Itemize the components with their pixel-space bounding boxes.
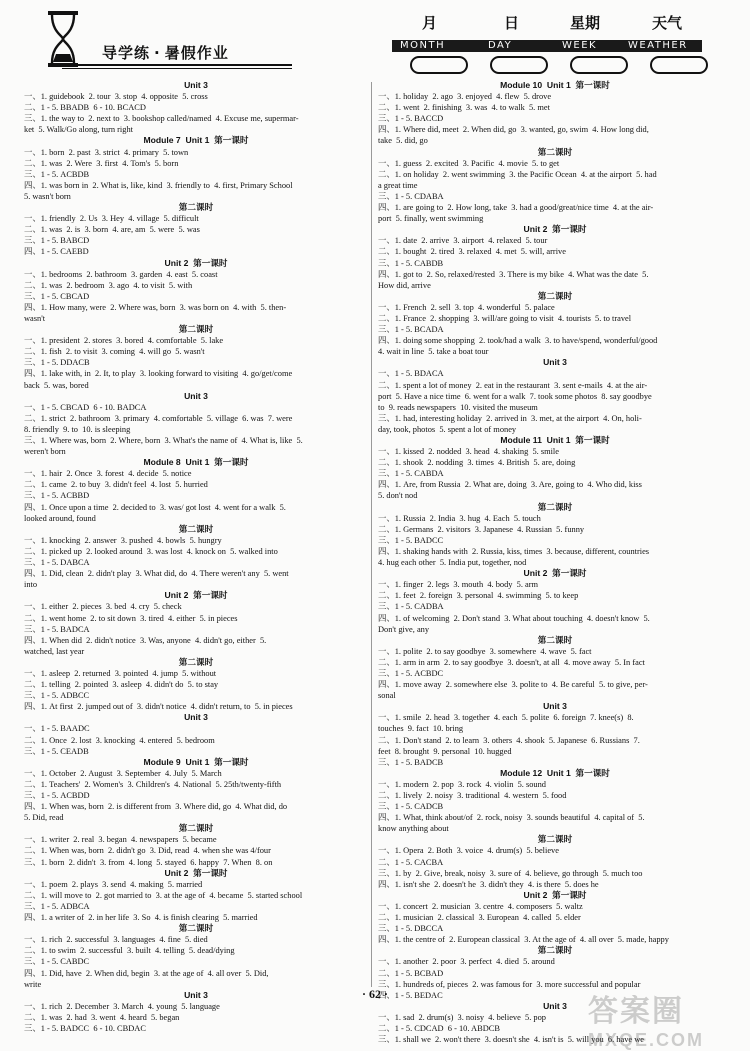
label-month-en: MONTH <box>400 40 446 51</box>
answer-line: 三、1. shall we 2. won't there 3. doesn't she 4. isn't is 5. will you 6. have we <box>378 1035 644 1045</box>
section-heading: 第二课时 <box>178 202 214 213</box>
section-heading: Unit 2 第一课时 <box>523 568 587 579</box>
answer-line: 三、1 - 5. CADBA <box>378 602 444 612</box>
page-number: · 62 · <box>361 987 388 1001</box>
answer-line: 三、1. had, interesting holiday 2. arrived in 3. met, at the airport 4. On, holi- <box>378 413 642 423</box>
answer-line: 二、1 - 5. BBADB 6 - 10. BCACD <box>24 103 146 113</box>
answer-line: 三、1 - 5. ACBDD <box>24 791 90 800</box>
answer-line: 四、1. are going to 2. How long, take 3. had a good/great/nice time 4. at the air- <box>378 203 654 213</box>
answer-line: 一、1. friendly 2. Us 3. Hey 4. village 5. difficult <box>24 214 199 224</box>
answer-line: 三、1. the way to 2. next to 3. bookshop called/named 4. Excuse me, supermar- <box>24 114 299 124</box>
weather-box <box>650 56 708 74</box>
answer-line: 一、1. October 2. August 3. September 4. July 5. March <box>24 768 222 778</box>
section-heading: Module 10 Unit 1 第一课时 <box>500 80 610 90</box>
answer-line: 三、1 - 5. ACBDB <box>24 169 90 179</box>
answer-line: 一、1. French 2. sell 3. top 4. wonderful 5. palace <box>378 302 555 312</box>
answer-line: 一、1. president 2. stores 3. bored 4. comfortable 5. lake <box>24 336 224 346</box>
section-heading: 第二课时 <box>537 501 573 512</box>
answer-line: 四、1. When did 2. didn't notice 3. Was, anyone 4. didn't go, either 5. <box>24 635 267 645</box>
section-heading: Module 9 Unit 1 第一课时 <box>143 756 249 767</box>
answer-line: 8. friendly 9. to 10. is sleeping <box>24 424 131 434</box>
answer-line: 一、1. hair 2. Once 3. forest 4. decide 5. notice <box>24 469 192 479</box>
answer-line: 一、1. rich 2. December 3. March 4. young 5. language <box>24 1001 220 1011</box>
brand-underline-thin <box>62 68 292 69</box>
answer-line: 四、1. got to 2. So, relaxed/rested 3. There is my bike 4. What was the date 5. <box>378 269 649 279</box>
label-week-en: WEEK <box>562 40 598 51</box>
date-bar <box>392 40 702 52</box>
label-weather-en: WEATHER <box>628 40 688 51</box>
answer-line: wasn't <box>24 313 46 323</box>
answer-line: 四、1. What, think about/of 2. rock, noisy 3. sounds beautiful 4. capital of 5. <box>378 813 645 823</box>
section-heading: Unit 2 第一课时 <box>523 889 587 900</box>
label-day-en: DAY <box>488 40 513 51</box>
answer-line: 二、1. on holiday 2. went swimming 3. the Pacific Ocean 4. at the airport 5. had <box>378 169 657 179</box>
section-heading: Unit 2 第一课时 <box>164 257 228 268</box>
section-heading: Unit 3 <box>184 390 208 401</box>
answer-line: 三、1 - 5. ADBCA <box>24 901 90 911</box>
answer-line: 二、1. came 2. to buy 3. didn't feel 4. lost 5. hurried <box>24 480 208 490</box>
answers-right-column <box>378 80 732 1045</box>
answer-line: 四、1. Are, from Russia 2. What are, doing 3. Are, going to 4. Who did, kiss <box>378 480 642 490</box>
brand-subtitle: 暑假作业 <box>164 44 229 62</box>
section-heading: Unit 3 <box>184 712 208 723</box>
answer-line: 二、1. was 2. bedroom 3. ago 4. to visit 5. with <box>24 280 193 290</box>
answer-line: 5. wasn't born <box>24 191 71 201</box>
section-heading: 第二课时 <box>178 656 214 667</box>
answer-line: 三、1 - 5. CDABA <box>378 191 444 201</box>
answer-line: 四、1. At first 2. jumped out of 3. didn't notice 4. didn't return, to 5. in pieces <box>24 702 293 712</box>
section-heading: Unit 3 <box>184 989 208 1000</box>
section-heading: Unit 2 第一课时 <box>164 590 228 601</box>
answer-line: 一、1. smile 2. head 3. together 4. each 5. polite 6. foreign 7. knee(s) 8. <box>378 713 634 723</box>
day-box <box>490 56 548 74</box>
answer-line: port 5. Have a nice time 6. went for a walk 7. took some photos 8. say goodbye <box>378 391 652 401</box>
answer-line: 三、1 - 5. CBCAD <box>24 291 90 301</box>
answer-line: 二、1. When was, born 2. didn't go 3. Did, read 4. when she was 4/four <box>24 846 271 856</box>
answer-line: 一、1 - 5. BAADC <box>24 724 90 734</box>
answer-line: 四、1. a writer of 2. in her life 3. So 4. is finish clearing 5. married <box>24 913 258 923</box>
answer-line: 三、1 - 5. BADCC <box>378 535 444 545</box>
answer-line: 三、1 - 5. DDACB <box>24 358 90 368</box>
answer-line: 二、1. lively 2. noisy 3. traditional 4. western 5. food <box>378 791 567 800</box>
answer-line: 一、1. writer 2. real 3. began 4. newspapers 5. became <box>24 835 217 845</box>
answer-line: 二、1 - 5. CACBA <box>378 857 444 867</box>
section-heading: 第二课时 <box>178 923 214 934</box>
answer-line: 一、1. kissed 2. nodded 3. head 4. shaking 5. smile <box>378 447 559 457</box>
answer-line: 一、1. Opera 2. Both 3. voice 4. drum(s) 5. believe <box>378 846 559 856</box>
answer-line: 5. don't nod <box>378 491 418 501</box>
answer-line: 5. Did, read <box>24 813 64 823</box>
answer-line: 三、1 - 5. DABCA <box>24 558 90 568</box>
answer-line: 三、1 - 5. CABDC <box>24 957 90 967</box>
watermark-logo <box>588 986 738 1050</box>
answer-line: 一、1. date 2. arrive 3. airport 4. relaxed 5. tour <box>378 236 548 246</box>
date-labels <box>392 12 722 32</box>
answer-line: 三、1 - 5. BCADA <box>378 325 444 335</box>
answer-line: 二、1. spent a lot of money 2. eat in the restaurant 3. sent e-mails 4. at the air- <box>378 380 648 390</box>
answers-left-column <box>24 80 368 1034</box>
answer-line: 四、1. Did, have 2. When did, begin 3. at the age of 4. all over 5. Did, <box>24 968 269 978</box>
answer-line: 三、1 - 5. CABDA <box>378 469 444 479</box>
answer-line: 二、1. to swim 2. successful 3. built 4. telling 5. dead/dying <box>24 946 235 956</box>
answer-line: 一、1. guess 2. excited 3. Pacific 4. movie 5. to get <box>378 158 560 168</box>
answer-line: 二、1. fish 2. to visit 3. coming 4. will go 5. wasn't <box>24 347 205 357</box>
answer-line: 四、1. Where did, meet 2. When did, go 3. wanted, go, swim 4. How long did, <box>378 125 649 135</box>
answer-line: 一、1. another 2. poor 3. perfect 4. died 5. around <box>378 957 555 967</box>
answer-line: 二、1 - 5. CDCAD 6 - 10. ABDCB <box>378 1023 500 1033</box>
section-heading: 第二课时 <box>537 146 573 157</box>
section-heading: Unit 2 第一课时 <box>164 867 228 878</box>
answer-line: watched, last year <box>24 646 85 656</box>
answer-line: 四、1. move away 2. somewhere else 3. polite to 4. Be careful 5. to give, per- <box>378 680 648 690</box>
month-box <box>410 56 468 74</box>
answer-line: 四、1 - 5. CAEBD <box>24 247 89 257</box>
section-heading: 第二课时 <box>537 834 573 845</box>
brand-name: 导学练 <box>102 44 151 62</box>
answer-line: ket 5. Walk/Go along, turn right <box>24 125 133 135</box>
answer-line: 一、1. modern 2. pop 3. rock 4. violin 5. sound <box>378 779 546 789</box>
brand-dot: · <box>154 44 161 62</box>
answer-line: 一、1. either 2. pieces 3. bed 4. cry 5. check <box>24 602 182 612</box>
answer-line: 一、1. finger 2. legs 3. mouth 4. body 5. arm <box>378 580 539 590</box>
answer-line: 三、1 - 5. CADCB <box>378 802 444 812</box>
answer-line: 二、1. Once 2. lost 3. knocking 4. entered 5. bedroom <box>24 735 215 745</box>
answer-line: 二、1. Germans 2. visitors 3. Japanese 4. Russian 5. funny <box>378 524 585 534</box>
answer-line: 三、1 - 5. CEADB <box>24 746 89 756</box>
answer-line: sonal <box>378 691 396 701</box>
answer-line: 4. hug each other 5. India put, together, nod <box>378 558 527 568</box>
answer-line: 二、1. musician 2. classical 3. European 4. called 5. elder <box>378 913 581 923</box>
brand-underline <box>62 64 292 66</box>
answer-line: 二、1 - 5. BCBAD <box>378 968 444 978</box>
hourglass-icon <box>46 10 80 68</box>
answer-line: 二、1. will move to 2. got married to 3. at the age of 4. became 5. started school <box>24 890 303 900</box>
answer-line: Don't give, any <box>378 624 430 634</box>
answer-line: 一、1. sad 2. drum(s) 3. noisy 4. believe 5. pop <box>378 1012 546 1022</box>
answer-line: 三、1 - 5. ACBBD <box>24 491 90 501</box>
section-heading: Module 12 Unit 1 第一课时 <box>500 767 610 778</box>
answer-line: weren't born <box>24 447 66 457</box>
section-heading: Module 11 Unit 1 第一课时 <box>500 435 610 445</box>
section-heading: Unit 3 <box>543 701 567 712</box>
answer-line: 二、1. picked up 2. looked around 3. was lost 4. knock on 5. walked into <box>24 546 278 556</box>
label-weather: 天气 <box>652 14 683 32</box>
answer-line: 四、1. Once upon a time 2. decided to 3. was/ got lost 4. went for a walk 5. <box>24 502 286 512</box>
answer-line: 三、1 - 5. BADCB <box>378 757 444 767</box>
answer-line: 四、1. doing some shopping 2. took/had a walk 3. to have/spend, wonderful/good <box>378 336 658 346</box>
section-heading: 第二课时 <box>178 523 214 534</box>
answer-line: 二、1. Teachers' 2. Women's 3. Children's 4. National 5. 25th/twenty-fifth <box>24 779 282 789</box>
answer-line: 三、1 - 5. ADBCC <box>24 691 90 701</box>
week-box <box>570 56 628 74</box>
section-heading: 第二课时 <box>537 290 573 301</box>
answer-line: looked around, found <box>24 513 96 523</box>
label-week: 星期 <box>570 14 601 32</box>
answer-line: 三、1. born 2. didn't 3. from 4. long 5. stayed 6. happy 7. When 8. on <box>24 857 273 867</box>
answer-line: 一、1. Russia 2. India 3. hug 4. Each 5. touch <box>378 513 541 523</box>
column-divider <box>371 82 372 987</box>
section-heading: Unit 3 <box>543 357 567 368</box>
watermark-top: 答案圈 <box>588 995 684 1028</box>
page-header <box>0 0 750 84</box>
answer-line: 一、1. bedrooms 2. bathroom 3. garden 4. east 5. coast <box>24 269 218 279</box>
answer-line: 二、1. arm in arm 2. to say goodbye 3. doesn't, at all 4. move away 5. In fact <box>378 657 645 667</box>
answer-line: 二、1. strict 2. bathroom 3. primary 4. comfortable 5. village 6. was 7. were <box>24 413 293 423</box>
section-heading: 第二课时 <box>537 945 573 956</box>
answer-line: 二、1. went home 2. to sit down 3. tired 4. either 5. in pieces <box>24 613 238 623</box>
answer-line: 四、1 - 5. BEDAC <box>378 990 443 1000</box>
section-heading: 第二课时 <box>178 324 214 335</box>
answer-line: 二、1. Don't stand 2. to learn 3. others 4. shook 5. Japanese 6. Russians 7. <box>378 735 640 745</box>
section-heading: Module 8 Unit 1 第一课时 <box>143 457 249 468</box>
answer-line: 四、1. Did, clean 2. didn't play 3. What did, do 4. There weren't any 5. went <box>24 569 289 579</box>
answer-line: 四、1. was born in 2. What is, like, kind 3. friendly to 4. first, Primary School <box>24 180 293 190</box>
answer-line: 三、1 - 5. ACBDC <box>378 668 444 678</box>
section-heading: Unit 3 <box>543 1000 567 1011</box>
answer-line: back 5. was, bored <box>24 380 89 390</box>
answer-line: 一、1. rich 2. successful 3. languages 4. fine 5. died <box>24 935 208 945</box>
answer-line: 一、1 - 5. BDACA <box>378 369 444 379</box>
answer-line: 二、1. telling 2. pointed 3. asleep 4. didn't do 5. to stay <box>24 680 219 690</box>
answer-line: day, took, photos 5. spent a lot of money <box>378 424 517 434</box>
answer-line: 二、1. was 2. had 3. went 4. heard 5. began <box>24 1012 180 1022</box>
answer-line: 三、1 - 5. BADCA <box>24 624 90 634</box>
answer-line: How did, arrive <box>378 280 431 290</box>
answer-line: 一、1. concert 2. musician 3. centre 4. composers 5. waltz <box>378 901 583 911</box>
answer-line: 二、1. went 2. finishing 3. was 4. to walk 5. met <box>378 103 550 113</box>
answer-line: 一、1. holiday 2. ago 3. enjoyed 4. flew 5. drove <box>378 92 552 102</box>
answer-line: 一、1. asleep 2. returned 3. pointed 4. jump 5. without <box>24 668 217 678</box>
answer-line: 三、1 - 5. BABCD <box>24 236 90 246</box>
section-heading: Unit 2 第一课时 <box>523 224 587 235</box>
answer-line: 一、1. born 2. past 3. strict 4. primary 5. town <box>24 147 189 157</box>
answer-line: 三、1. Where was, born 2. Where, born 3. What's the name of 4. What is, like 5. <box>24 436 303 445</box>
answer-line: 四、1. lake with, in 2. It, to play 3. looking forward to visiting 4. go/get/come <box>24 369 293 379</box>
answer-line: into <box>24 580 38 590</box>
answer-line: 四、1. of welcoming 2. Don't stand 3. What about touching 4. doesn't know 5. <box>378 613 650 623</box>
answer-line: to 9. reads newspapers 10. visited the museum <box>378 402 538 412</box>
section-heading: 第二课时 <box>178 823 214 834</box>
answer-line: 四、1. When was, born 2. is different from 3. Where did, go 4. What did, do <box>24 802 288 812</box>
answer-line: take 5. did, go <box>378 136 428 146</box>
answer-line: 二、1. France 2. shopping 3. will/are going to visit 4. tourists 5. to travel <box>378 313 632 323</box>
answer-line: 四、1. isn't she 2. doesn't he 3. didn't they 4. is there 5. does he <box>378 879 599 889</box>
answer-line: 三、1. by 2. Give, break, noisy 3. sure of 4. believe, go through 5. much too <box>378 868 643 878</box>
answer-line: 一、1 - 5. CBCAD 6 - 10. BADCA <box>24 402 147 412</box>
answer-line: port 5. finally, went swimming <box>378 214 484 224</box>
section-heading: Module 7 Unit 1 第一课时 <box>143 135 249 146</box>
answer-line: 四、1. shaking hands with 2. Russia, kiss, times 3. because, different, countries <box>378 546 650 556</box>
label-day: 日 <box>504 14 520 32</box>
answer-line: 三、1 - 5. BADCC 6 - 10. CBDAC <box>24 1023 146 1033</box>
answer-line: know anything about <box>378 824 449 834</box>
answer-line: 二、1. shook 2. nodding 3. times 4. British 5. are, doing <box>378 458 576 468</box>
answer-line: 二、1. feet 2. foreign 3. personal 4. swimming 5. to keep <box>378 591 579 601</box>
answer-line: 4. wait in line 5. take a boat tour <box>378 347 489 357</box>
answer-line: 三、1. hundreds of, pieces 2. was famous for 3. more successful and popular <box>378 979 641 989</box>
answer-line: 二、1. bought 2. tired 3. relaxed 4. met 5. will, arrive <box>378 247 566 257</box>
label-month: 月 <box>422 14 438 32</box>
brand-title <box>102 42 229 63</box>
answer-line: 一、1. knocking 2. answer 3. pushed 4. bowls 5. hungry <box>24 535 222 545</box>
section-heading: 第二课时 <box>537 634 573 645</box>
answer-line: 三、1 - 5. BACCD <box>378 114 444 124</box>
answer-line: write <box>24 979 42 989</box>
answer-line: 四、1. the centre of 2. European classical 3. At the age of 4. all over 5. made, happy <box>378 935 669 945</box>
answer-line: 三、1 - 5. DBCCA <box>378 924 444 934</box>
answer-line: 四、1. How many, were 2. Where was, born 3. was born on 4. with 5. then- <box>24 302 287 312</box>
answer-line: feet 8. brought 9. personal 10. hugged <box>378 746 512 756</box>
watermark-bottom: MXQE.COM <box>588 1030 705 1050</box>
answer-line: 一、1. poem 2. plays 3. send 4. making 5. married <box>24 879 203 889</box>
answer-line: touches 9. fact 10. bring <box>378 724 464 734</box>
answer-line: 一、1. guidebook 2. tour 3. stop 4. opposite 5. cross <box>24 92 208 102</box>
answer-line: a great time <box>378 180 418 190</box>
answer-line: 二、1. was 2. is 3. born 4. are, am 5. were 5. was <box>24 225 200 235</box>
section-heading: Unit 3 <box>184 80 208 90</box>
answer-line: 三、1 - 5. CABDB <box>378 258 444 268</box>
answer-line: 二、1. was 2. Were 3. first 4. Tom's 5. born <box>24 158 179 168</box>
answer-line: 一、1. polite 2. to say goodbye 3. somewhere 4. wave 5. fact <box>378 646 592 656</box>
